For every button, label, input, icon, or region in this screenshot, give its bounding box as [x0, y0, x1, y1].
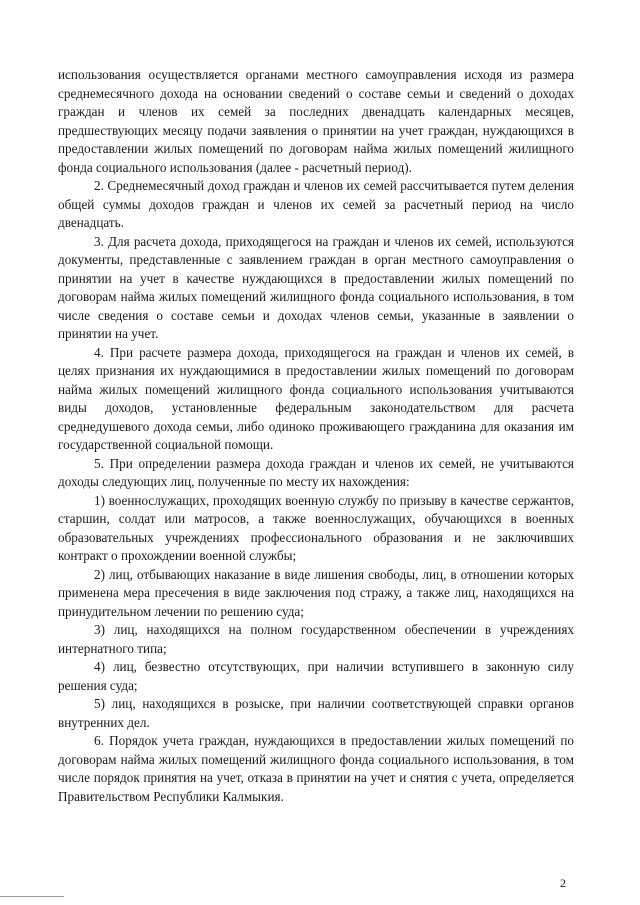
paragraph-4: 4. При расчете размера дохода, приходящегося на граждан и членов их семей, в целях признания их нуждающимися в предоставлении жилых помещений по договорам найма жилых помещений жилищного фонда социального использования учитываются виды доходов, установленные федеральным законодательством для расчета среднедушевого дохода семьи, либо одиноко проживающего гражданина для оказания им государственной социальной помощи. [58, 344, 574, 452]
list-item-5: 5) лиц, находящихся в розыске, при наличии соответствующей справки органов внутренних дел. [58, 696, 574, 730]
footer-rule [0, 896, 64, 897]
paragraph-6: 6. Порядок учета граждан, нуждающихся в предоставлении жилых помещений по договорам найма жилых помещений жилищного фонда социального использования, в том числе порядок принятия на учет, отказа в принятии на учет и снятия с учета, определяется Правительством Республики Калмыкия. [58, 733, 574, 804]
paragraph-3: 3. Для расчета дохода, приходящегося на граждан и членов их семей, используются документы, представленные с заявлением граждан в орган местного самоуправления о принятии на учет в качестве нуждающихся в предоставлении жилых помещений по договорам найма жилых помещений жилищного фонда социального использования, в том числе сведения о составе семьи и доходах членов семьи, указанные в заявлении о принятии на учет. [58, 233, 574, 341]
paragraph-5: 5. При определении размера дохода граждан и членов их семей, не учитываются доходы следующих лиц, полученные по месту их нахождения: [58, 455, 574, 489]
page-number: 2 [560, 876, 566, 890]
list-item-1: 1) военнослужащих, проходящих военную службу по призыву в качестве сержантов, старшин, солдат или матросов, а также военнослужащих, обучающихся в военных образовательных учреждениях профессионального образования и не заключивших контракт о прохождении военной службы; [58, 492, 574, 563]
list-item-4: 4) лиц, безвестно отсутствующих, при наличии вступившего в законную силу решения суда; [58, 659, 574, 693]
list-item-3: 3) лиц, находящихся на полном государственном обеспечении в учреждениях интернатного типа; [58, 622, 574, 656]
paragraph-2: 2. Среднемесячный доход граждан и членов их семей рассчитывается путем деления общей суммы доходов граждан и членов их семей за расчетный период на число двенадцать. [58, 178, 574, 230]
document-page [58, 66, 574, 806]
paragraph-continuation: использования осуществляется органами местного самоуправления исходя из размера среднемесячного дохода на основании сведений о составе семьи и сведений о доходах граждан и членов их семей за последних двенадцать календарных месяцев, предшествующих месяцу подачи заявления о принятии на учет граждан, нуждающихся в предоставлении жилых помещений по договорам найма жилых помещений жилищного фонда социального использования (далее - расчетный период). [58, 67, 574, 175]
list-item-2: 2) лиц, отбывающих наказание в виде лишения свободы, лиц, в отношении которых применена мера пресечения в виде заключения под стражу, а также лиц, находящихся на принудительном лечении по решению суда; [58, 566, 574, 619]
